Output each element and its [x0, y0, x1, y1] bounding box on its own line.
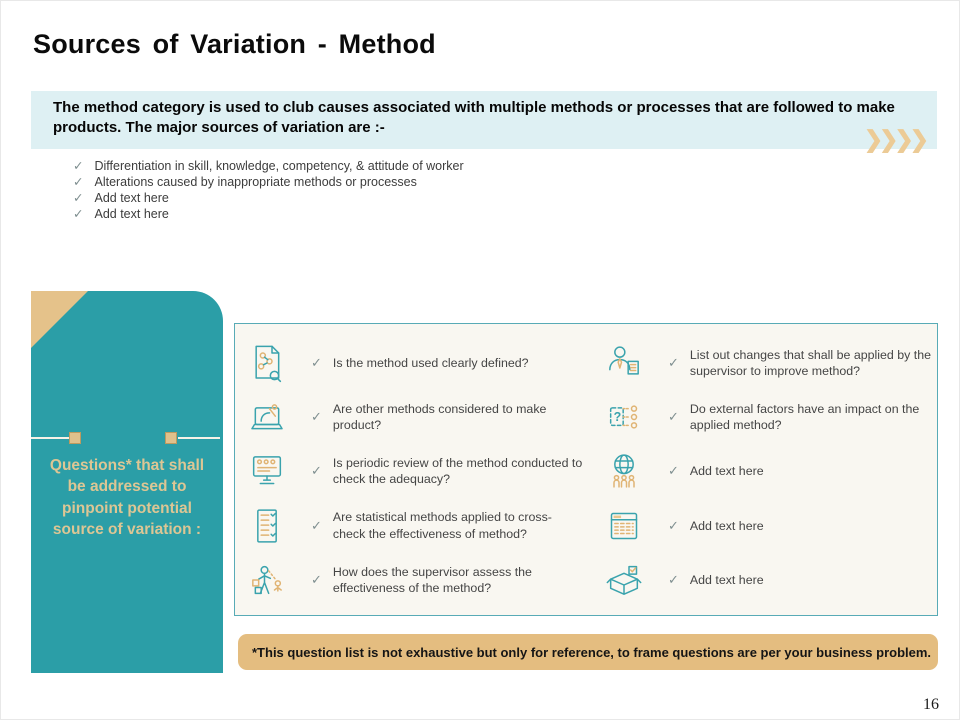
question-text: Are other methods considered to make product? [332, 401, 547, 433]
supervisor-document-icon [604, 343, 644, 383]
laptop-analysis-icon [247, 397, 287, 437]
question-row [590, 444, 933, 498]
question-row [247, 336, 590, 390]
question-text: Do external factors have an impact on the applied method? [689, 401, 920, 433]
question-row [590, 553, 933, 607]
page-title: Sources of Variation - Method [33, 29, 436, 59]
bullet-item [73, 206, 464, 222]
question-row [247, 444, 590, 498]
check-icon: ✓ [73, 207, 84, 221]
svg-text:?: ? [613, 410, 622, 425]
question-row [590, 336, 933, 390]
check-icon: ✓ [668, 409, 679, 425]
question-row [590, 499, 933, 553]
question-row [247, 390, 590, 444]
questions-card [31, 291, 223, 673]
check-icon: ✓ [73, 191, 84, 205]
bullet-text: Alterations caused by inappropriate methods or processes [94, 175, 417, 189]
bullet-list [73, 158, 464, 222]
bullet-text: Add text here [94, 191, 169, 205]
check-icon: ✓ [311, 463, 322, 479]
footnote-bar [238, 634, 938, 670]
check-icon: ✓ [668, 463, 679, 479]
intro-banner-text: The method category is used to club causes associated with multiple methods or processes that are followed to make products. The major sources of variation are :- [53, 99, 895, 136]
globe-people-icon [604, 451, 644, 491]
bullet-text: Differentiation in skill, knowledge, competency, & attitude of worker [94, 159, 464, 173]
card-divider [31, 432, 223, 444]
chevrons-right-icon: ❯❯❯❯ [863, 126, 925, 152]
question-row [247, 499, 590, 553]
check-icon: ✓ [668, 571, 679, 587]
questions-card-title: Questions* that shall be addressed to pinpoint potential source of variation : [49, 457, 205, 539]
question-text: How does the supervisor assess the effectiveness of the method? [332, 564, 532, 595]
check-icon: ✓ [668, 355, 679, 371]
bullet-item [73, 190, 464, 206]
open-box-icon [604, 560, 644, 600]
check-icon: ✓ [311, 571, 322, 587]
divider-line [178, 437, 220, 439]
question-text: List out changes that shall be applied by the supervisor to improve method? [689, 347, 932, 379]
external-factors-icon [604, 397, 644, 437]
check-icon: ✓ [311, 517, 322, 533]
question-text: Are statistical methods applied to cross-check the effectiveness of method? [332, 510, 552, 541]
divider-square [165, 432, 177, 444]
divider-line [31, 437, 70, 439]
flowchart-document-icon [247, 343, 287, 383]
page-number: 16 [923, 696, 939, 713]
question-text: Add text here [689, 572, 764, 587]
check-icon: ✓ [73, 175, 84, 189]
supervisor-assessment-icon [247, 560, 287, 600]
footnote-text: *This question list is not exhaustive but only for reference, to frame questions are per your business problem. [252, 644, 932, 660]
questions-panel [234, 323, 938, 616]
corner-triangle [31, 291, 88, 348]
checklist-icon [247, 506, 287, 546]
check-icon: ✓ [311, 355, 322, 371]
intro-banner [31, 91, 937, 152]
question-text: Is the method used clearly defined? [332, 355, 529, 370]
question-text: Is periodic review of the method conducted to check the adequacy? [332, 456, 583, 487]
question-text: Add text here [689, 518, 764, 533]
divider-square [69, 432, 81, 444]
check-icon: ✓ [311, 409, 322, 425]
question-row [590, 390, 933, 444]
monitor-review-icon [247, 451, 287, 491]
question-row [247, 553, 590, 607]
bullet-text: Add text here [94, 207, 169, 221]
bullet-item [73, 158, 464, 174]
check-icon: ✓ [73, 159, 84, 173]
spreadsheet-icon [604, 506, 644, 546]
question-text: Add text here [689, 464, 764, 479]
bullet-item [73, 174, 464, 190]
check-icon: ✓ [668, 517, 679, 533]
